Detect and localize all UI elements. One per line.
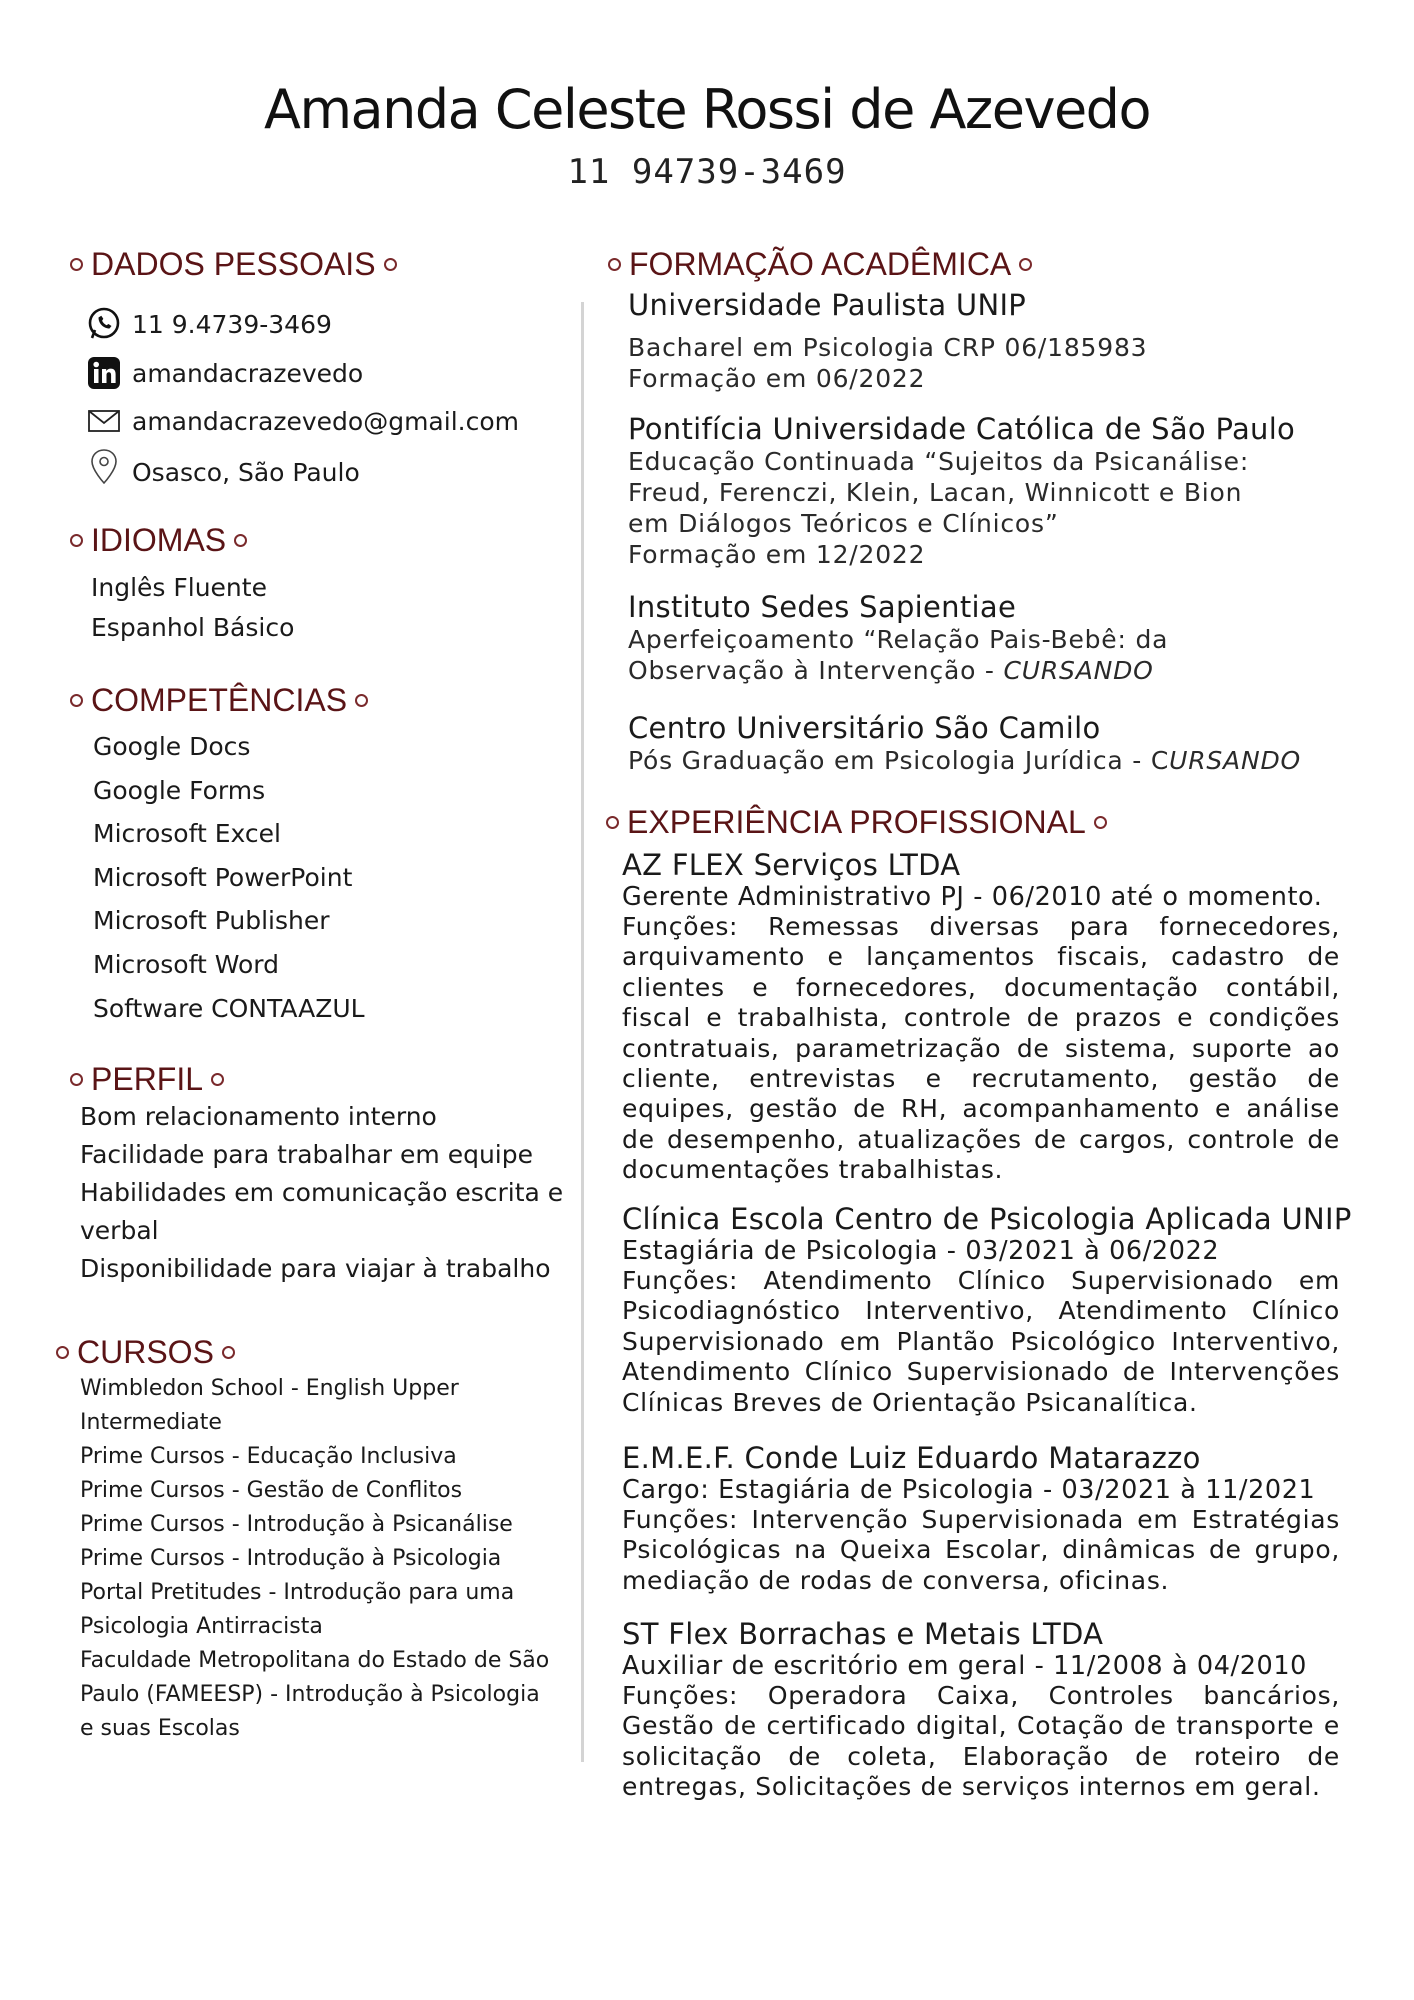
company-name: E.M.E.F. Conde Luiz Eduardo Matarazzo <box>622 1441 1201 1475</box>
bullet-circle-icon <box>1019 258 1032 271</box>
status-label: CURSANDO <box>1003 656 1154 685</box>
education-detail: Freud, Ferenczi, Klein, Lacan, Winnicott e Bion <box>628 478 1243 507</box>
list-item: Microsoft Publisher <box>93 906 330 936</box>
education-detail: Formação em 06/2022 <box>628 364 926 393</box>
education-detail: Aperfeiçoamento “Relação Pais-Bebê: da <box>628 625 1169 654</box>
list-item: Inglês Fluente <box>91 573 267 602</box>
job-description: Funções: Atendimento Clínico Supervisionado em Psicodiagnóstico Interventivo, Atendimento Clínico Supervisionado em Plantão Psicológico Interventivo, Atendimento Clínico Supervisionado de Intervenções Clínicas Breves de Orientação Psicanalítica. <box>622 1266 1340 1417</box>
section-heading-courses: CURSOS <box>56 1334 235 1371</box>
status-label: URSANDO <box>1169 746 1301 775</box>
list-item: Portal Pretitudes - Introdução para uma Psicologia Antirracista <box>80 1580 515 1639</box>
institution-name: Universidade Paulista UNIP <box>628 288 1027 322</box>
education-detail: Formação em 12/2022 <box>628 540 926 569</box>
education-item <box>628 288 1348 394</box>
section-heading-education: FORMAÇÃO ACADÊMICA <box>608 246 1032 283</box>
institution-name: Centro Universitário São Camilo <box>628 711 1101 745</box>
contact-location: Osasco, São Paulo <box>86 446 360 487</box>
section-heading-personal: DADOS PESSOAIS <box>70 246 397 283</box>
bullet-circle-icon <box>1094 816 1107 829</box>
education-item <box>628 711 1348 776</box>
education-detail: Observação à Intervenção - CURSANDO <box>628 656 1154 685</box>
list-item: Prime Cursos - Educação Inclusiva <box>80 1444 457 1469</box>
list-item: Microsoft Word <box>93 949 279 979</box>
bullet-circle-icon <box>70 534 83 547</box>
section-heading-profile: PERFIL <box>70 1061 224 1098</box>
list-item: Wimbledon School - English Upper Intermediate <box>80 1376 459 1435</box>
contact-whatsapp: 11 9.4739-3469 <box>86 306 332 342</box>
section-heading-languages: IDIOMAS <box>70 522 247 559</box>
experience-item <box>622 1441 1340 1596</box>
whatsapp-icon <box>86 306 122 342</box>
list-item: Google Docs <box>93 732 251 761</box>
experience-item <box>622 1617 1340 1803</box>
section-heading-skills: COMPETÊNCIAS <box>70 682 368 719</box>
bullet-circle-icon <box>70 694 83 707</box>
list-item: Prime Cursos - Gestão de Conflitos <box>80 1478 463 1503</box>
list-item: Google Forms <box>93 775 266 805</box>
skills-list <box>93 725 365 1030</box>
linkedin-icon <box>86 355 122 391</box>
bullet-circle-icon <box>56 1346 69 1359</box>
location-pin-icon <box>86 449 122 485</box>
job-description: Funções: Remessas diversas para fornecedores, arquivamento e lançamentos fiscais, cadastro de clientes e fornecedores, documentação contábil, fiscal e trabalhista, controle de prazos e condições contratuais, parametrização de sistema, suporte ao cliente, entrevistas e recrutamento, gestão de equipes, gestão de RH, acompanhamento e análise de desempenho, atualizações de cargos, controle de documentações trabalhistas. <box>622 912 1340 1185</box>
bullet-circle-icon <box>355 694 368 707</box>
company-name: AZ FLEX Serviços LTDA <box>622 848 961 882</box>
institution-name: Instituto Sedes Sapientiae <box>628 590 1017 624</box>
education-detail: Pós Graduação em Psicologia Jurídica - CURSANDO <box>628 746 1301 775</box>
education-detail: Educação Continuada “Sujeitos da Psicanálise: <box>628 447 1250 476</box>
job-description: Funções: Operadora Caixa, Controles bancários, Gestão de certificado digital, Cotação de transporte e solicitação de coleta, Elaboração de roteiro de entregas, Solicitações de serviços internos em geral. <box>622 1681 1340 1802</box>
list-item: Facilidade para trabalhar em equipe <box>80 1140 534 1169</box>
education-detail: em Diálogos Teóricos e Clínicos” <box>628 509 1059 538</box>
courses-list <box>80 1372 575 1746</box>
list-item: Software CONTAAZUL <box>93 993 365 1023</box>
bullet-circle-icon <box>234 534 247 547</box>
institution-name: Pontifícia Universidade Católica de São Paulo <box>628 412 1296 446</box>
list-item: Microsoft PowerPoint <box>93 862 353 892</box>
bullet-circle-icon <box>222 1346 235 1359</box>
bullet-circle-icon <box>384 258 397 271</box>
bullet-circle-icon <box>70 258 83 271</box>
company-name: Clínica Escola Centro de Psicologia Aplicada UNIP <box>622 1202 1352 1236</box>
section-heading-experience: EXPERIÊNCIA PROFISSIONAL <box>606 804 1107 841</box>
education-item <box>628 590 1348 686</box>
job-role: Estagiária de Psicologia - 03/2021 à 06/2022 <box>622 1236 1220 1266</box>
education-item <box>628 412 1348 570</box>
list-item: Microsoft Excel <box>93 819 281 849</box>
bullet-circle-icon <box>211 1073 224 1086</box>
profile-list <box>80 1098 580 1288</box>
list-item: Prime Cursos - Introdução à Psicanálise <box>80 1512 513 1537</box>
experience-item <box>622 848 1340 1186</box>
list-item: Espanhol Básico <box>91 613 295 642</box>
experience-item <box>622 1202 1352 1418</box>
bullet-circle-icon <box>608 258 621 271</box>
mail-icon <box>86 403 122 439</box>
contact-linkedin: amandacrazevedo <box>86 355 363 391</box>
column-divider <box>581 302 584 1762</box>
list-item: Habilidades em comunicação escrita e verbal <box>80 1178 564 1245</box>
header-phone: 11 94739-3469 <box>567 152 847 192</box>
job-description: Funções: Intervenção Supervisionada em Estratégias Psicológicas na Queixa Escolar, dinâmicas de grupo, mediação de rodas de conversa, oficinas. <box>622 1505 1340 1595</box>
education-detail: Bacharel em Psicologia CRP 06/185983 <box>628 333 1148 362</box>
list-item: Faculdade Metropolitana do Estado de São Paulo (FAMEESP) - Introdução à Psicologia e suas Escolas <box>80 1648 550 1741</box>
languages-list <box>91 568 294 648</box>
list-item: Prime Cursos - Introdução à Psicologia <box>80 1546 502 1571</box>
job-role: Gerente Administrativo PJ - 06/2010 até o momento. <box>622 882 1323 912</box>
bullet-circle-icon <box>70 1073 83 1086</box>
bullet-circle-icon <box>606 816 619 829</box>
list-item: Bom relacionamento interno <box>80 1102 437 1131</box>
job-role: Auxiliar de escritório em geral - 11/2008 à 04/2010 <box>622 1651 1308 1681</box>
list-item: Disponibilidade para viajar à trabalho <box>80 1254 551 1283</box>
contact-email: amandacrazevedo@gmail.com <box>86 403 519 439</box>
candidate-name: Amanda Celeste Rossi de Azevedo <box>264 78 1150 141</box>
company-name: ST Flex Borrachas e Metais LTDA <box>622 1617 1104 1651</box>
job-role: Cargo: Estagiária de Psicologia - 03/2021 à 11/2021 <box>622 1475 1316 1505</box>
